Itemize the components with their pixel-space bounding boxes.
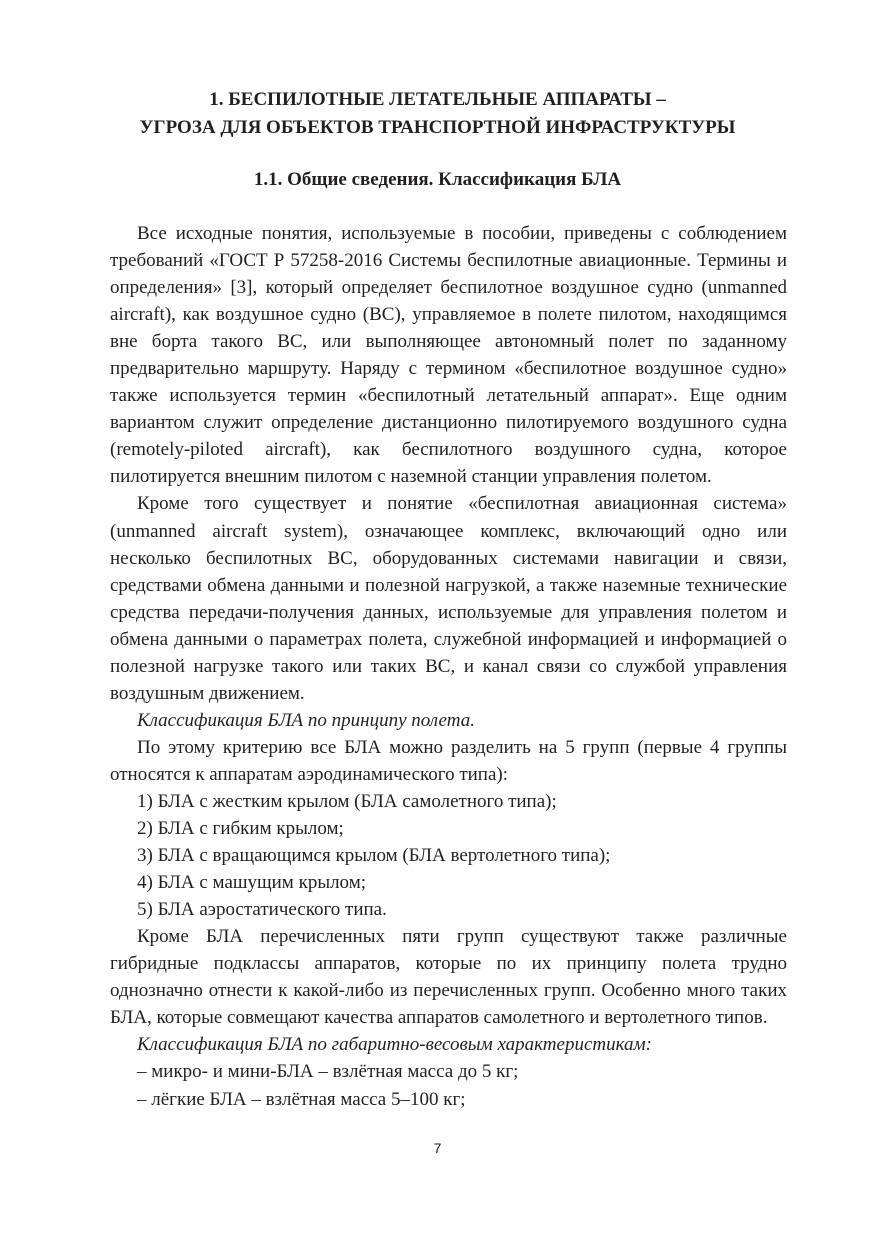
list-item: – микро- и мини-БЛА – взлётная масса до 5 кг; <box>137 1061 519 1083</box>
list-item: 5) БЛА аэростатического типа. <box>137 899 387 921</box>
page-number: 7 <box>433 1140 442 1156</box>
list-item: 4) БЛА с машущим крылом; <box>137 872 367 894</box>
chapter-title-line-2: УГРОЗА ДЛЯ ОБЪЕКТОВ ТРАНСПОРТНОЙ ИНФРАСТРУКТУРЫ <box>139 117 736 138</box>
subheading-size-weight: Классификация БЛА по габаритно-весовым характеристикам: <box>137 1034 652 1056</box>
list-item: – лёгкие БЛА – взлётная масса 5–100 кг; <box>137 1088 466 1110</box>
paragraph-groups-intro: По этому критерию все БЛА можно разделить на 5 групп (первые 4 группы относятся к аппаратам аэродинамического типа): <box>110 736 787 785</box>
chapter-title <box>0 86 875 142</box>
section-title: 1.1. Общие сведения. Классификация БЛА <box>253 169 622 190</box>
paragraph-definition-uas: Кроме того существует и понятие «беспилотная авиационная система» (unmanned aircraft system), означающее комплекс, включающий одно или несколько беспилотных ВС, оборудованных системами навигации и связи, средствами обмена данными и полезной нагрузкой, а также наземные технические средства передачи-получения данных, используемые для управления полетом и обмена данными о параметрах полета, служебной информацией и информацией о полезной нагрузке такого или таких ВС, и канал связи со службой управления воздушным движением. <box>110 493 787 704</box>
list-item: 2) БЛА с гибким крылом; <box>137 818 344 840</box>
list-item: 1) БЛА с жестким крылом (БЛА самолетного типа); <box>137 790 557 812</box>
list-item: 3) БЛА с вращающимся крылом (БЛА вертолетного типа); <box>137 845 611 867</box>
subheading-flight-principle: Классификация БЛА по принципу полета. <box>137 709 475 731</box>
body-text <box>110 220 787 1113</box>
paragraph-hybrid-subclasses: Кроме БЛА перечисленных пяти групп существуют также различные гибридные подклассы аппаратов, которые по их принципу полета трудно однозначно отнести к какой-либо из перечисленных групп. Особенно много таких БЛА, которые совмещают качества аппаратов самолетного и вертолетного типов. <box>110 926 787 1029</box>
paragraph-definition-uav: Все исходные понятия, используемые в пособии, приведены с соблюдением требований «ГОСТ Р 57258-2016 Системы беспилотные авиационные. Термины и определения» [3], который определяет беспилотное воздушное судно (unmanned aircraft), как воздушное судно (ВС), управляемое в полете пилотом, находящимся вне борта такого ВС, или выполняющее автономный полет по заданному предварительно маршруту. Наряду с термином «беспилотное воздушное судно» также используется термин «беспилотный летательный аппарат». Еще одним вариантом служит определение дистанционно пилотируемого воздушного судна (remotely-piloted aircraft), как беспилотного воздушного судна, которое пилотируется внешним пилотом с наземной станции управления полетом. <box>110 223 787 488</box>
chapter-title-line-1: 1. БЕСПИЛОТНЫЕ ЛЕТАТЕЛЬНЫЕ АППАРАТЫ – <box>209 89 666 110</box>
